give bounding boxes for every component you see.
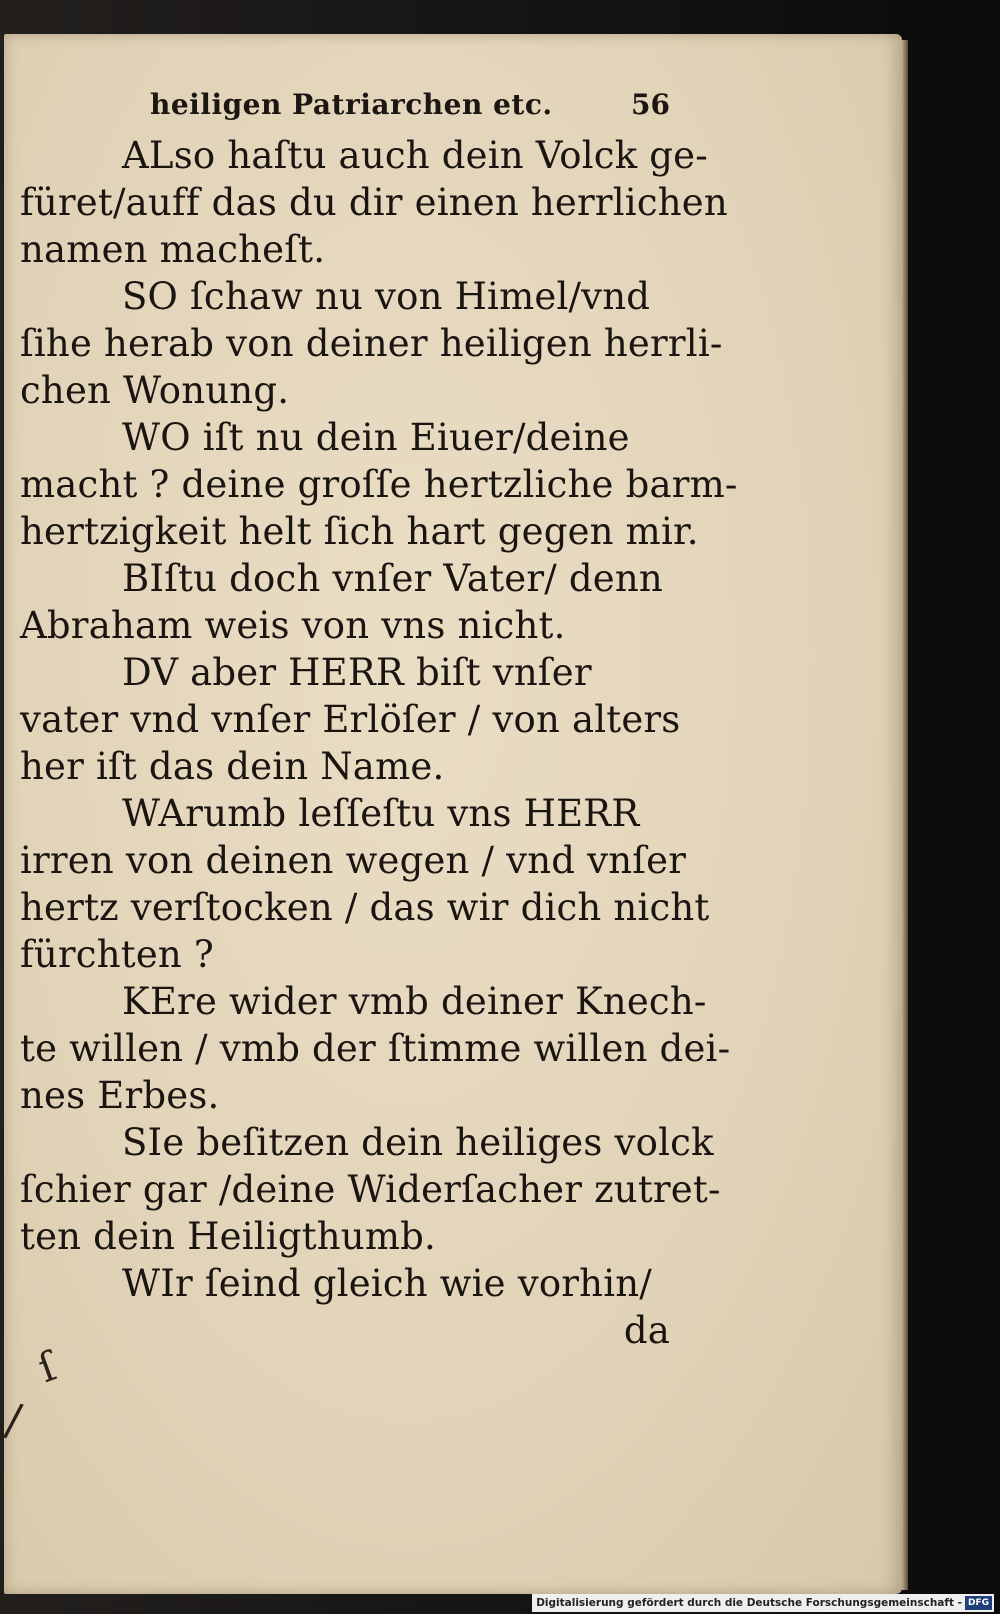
text-line: ſihe herab von deiner heiligen herrli- xyxy=(20,322,723,365)
text-line: KEre wider vmb deiner Knech- xyxy=(122,980,707,1023)
text-block xyxy=(20,132,738,1354)
text-line: BIſtu doch vnſer Vater/ denn xyxy=(122,557,663,600)
text-line: füret/auff das du dir einen herrlichen xyxy=(20,181,728,224)
running-head: heiligen Patriarchen etc. xyxy=(150,88,553,121)
text-line: WO iſt nu dein Eiuer/deine xyxy=(122,416,630,459)
text-line: WArumb leſſeſtu vns HERR xyxy=(122,792,640,835)
footer-credit: Digitalisierung gefördert durch die Deutsche Forschungsgemeinschaft - xyxy=(536,1597,962,1609)
text-line: hertzigkeit helt ſich hart gegen mir. xyxy=(20,510,699,553)
text-line: ten dein Heiligthumb. xyxy=(20,1215,436,1258)
text-line: her iſt das dein Name. xyxy=(20,745,445,788)
text-line: chen Wonung. xyxy=(20,369,290,412)
page-header xyxy=(150,88,670,128)
digitization-footer xyxy=(532,1594,994,1612)
text-line: fürchten ? xyxy=(20,933,214,976)
text-line: ſchier gar /deine Widerſacher zutret- xyxy=(20,1168,721,1211)
page-edge xyxy=(902,40,908,1590)
ink-mark: ſ xyxy=(32,1343,63,1393)
text-line: SIe beſitzen dein heiliges volck xyxy=(122,1121,714,1164)
ink-mark: / xyxy=(1,1394,26,1447)
text-line: WIr ſeind gleich wie vorhin/ xyxy=(122,1262,652,1305)
catchword: da xyxy=(623,1309,670,1352)
text-line: namen macheſt. xyxy=(20,228,326,271)
text-line: SO ſchaw nu von Himel/vnd xyxy=(122,275,651,318)
text-line: irren von deinen wegen / vnd vnſer xyxy=(20,839,687,882)
page-number: 56 xyxy=(631,88,670,121)
text-line: macht ? deine groſſe hertzliche barm- xyxy=(20,463,738,506)
text-line: hertz verſtocken / das wir dich nicht xyxy=(20,886,710,929)
text-line: Abraham weis von vns nicht. xyxy=(20,604,566,647)
dfg-logo: DFG xyxy=(965,1596,992,1610)
text-line: DV aber HERR biſt vnſer xyxy=(122,651,592,694)
text-line: te willen / vmb der ſtimme willen dei- xyxy=(20,1027,731,1070)
text-line: ALso haſtu auch dein Volck ge- xyxy=(122,134,708,177)
text-line: nes Erbes. xyxy=(20,1074,220,1117)
text-line: vater vnd vnſer Erlöſer / von alters xyxy=(20,698,681,741)
